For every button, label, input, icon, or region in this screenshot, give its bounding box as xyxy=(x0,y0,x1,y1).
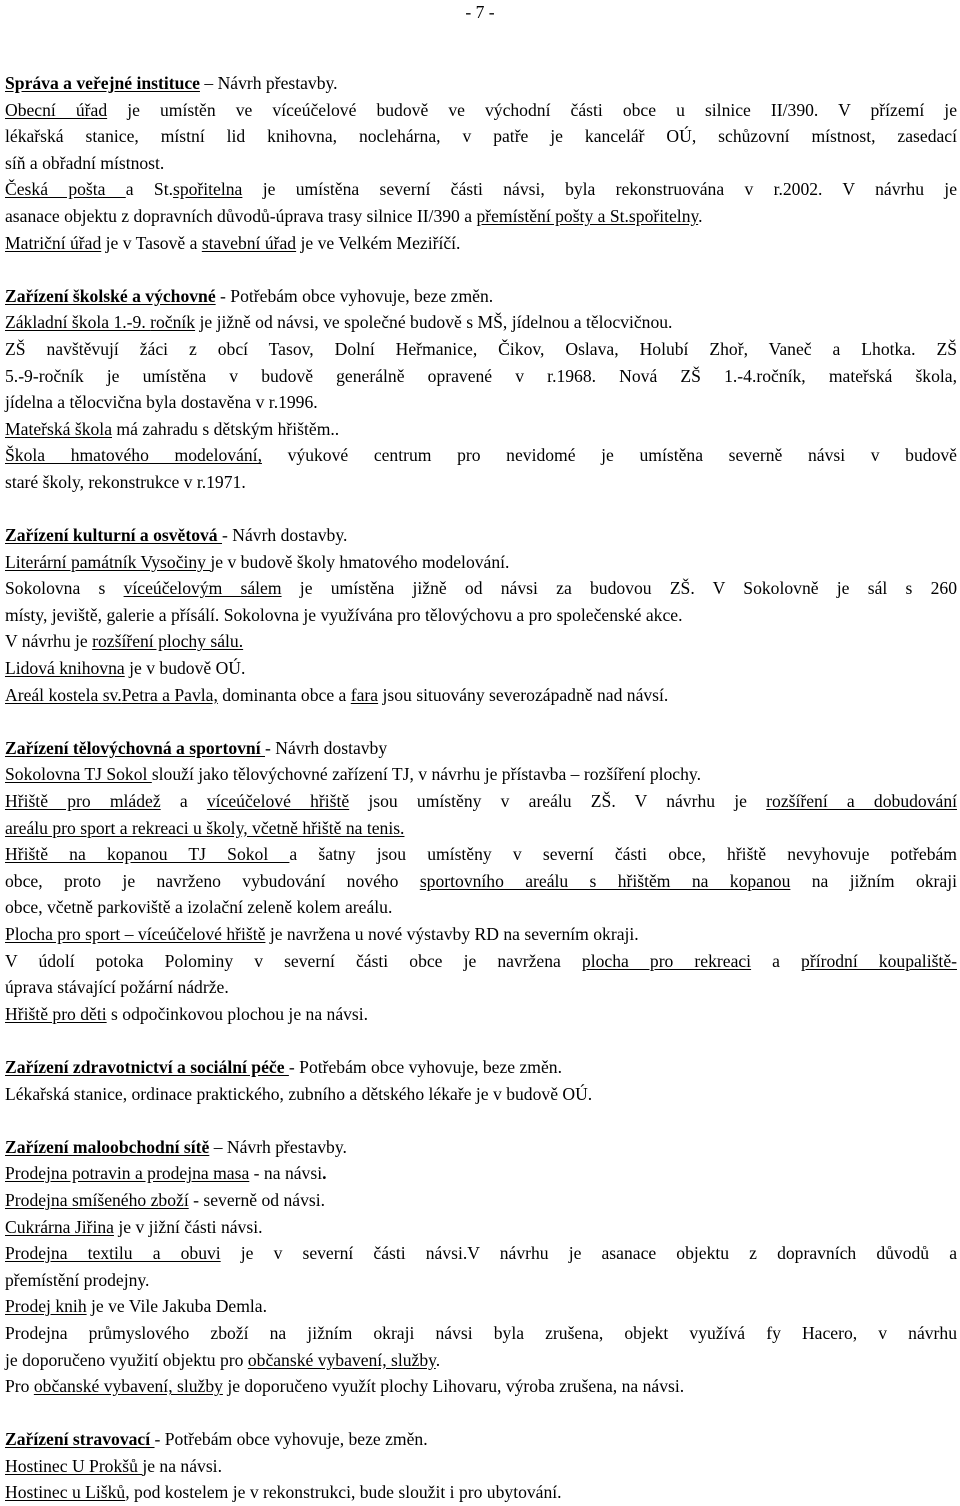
section-heading xyxy=(5,70,957,97)
underlined-term: Zařízení stravovací xyxy=(5,1429,155,1450)
text-span: síň a obřadní místnost. xyxy=(5,152,165,173)
underlined-term: Plocha pro sport – víceúčelové hřiště xyxy=(5,924,266,944)
text-span: dominanta obce a xyxy=(217,684,351,705)
text-span: - Potřebám obce vyhovuje, beze změn. xyxy=(215,285,494,306)
paragraph-gap xyxy=(5,1027,957,1054)
text-span: . xyxy=(322,1163,327,1184)
underlined-term: Zařízení maloobchodní sítě xyxy=(5,1136,210,1157)
text-span: výukové centrum pro nevidomé je umístěna severně návsi v budově xyxy=(261,445,957,466)
underlined-term: Lidová knihovna xyxy=(5,658,125,679)
underlined-term: Česká pošta xyxy=(5,179,126,200)
text-line xyxy=(5,1293,957,1320)
text-span: je umístěna severní části návsi, byla rekonstruována v r.2002. V návrhu je xyxy=(242,179,958,200)
text-span: staré školy, rekonstrukce v r.1971. xyxy=(5,471,246,492)
text-line xyxy=(5,1453,957,1480)
text-span: asanace objektu z dopravních důvodů-úprava trasy silnice II/390 a xyxy=(5,205,477,226)
text-span: – Návrh přestavby. xyxy=(199,73,338,93)
underlined-term: Zařízení tělovýchovná a sportovní xyxy=(5,737,265,758)
text-span: je v jižní části návsi. xyxy=(113,1216,263,1237)
text-line xyxy=(5,575,957,602)
text-span: je na návsi. xyxy=(142,1455,222,1476)
underlined-term: občanské vybavení, služby xyxy=(247,1349,436,1370)
text-line xyxy=(5,549,957,576)
text-span: je umístěn ve víceúčelové budově ve východní části obce u silnice II/390. V přízemí je xyxy=(107,99,958,120)
text-line xyxy=(5,628,957,655)
text-span: V údolí potoka Polominy v severní části obce je navržena xyxy=(5,950,582,971)
text-line xyxy=(5,1240,957,1267)
text-line xyxy=(5,123,957,150)
text-span: jsou umístěny v areálu ZŠ. V návrhu je xyxy=(349,791,767,812)
underlined-term: Zařízení školské a výchovné xyxy=(5,285,216,306)
paragraph-gap xyxy=(5,1107,957,1134)
text-line xyxy=(5,894,957,921)
underlined-term: plocha pro rekreaci xyxy=(581,950,752,971)
underlined-term: Zařízení kulturní a osvětová xyxy=(5,525,222,546)
text-span: a xyxy=(160,791,207,812)
text-span: obce, včetně parkoviště a izolační zeleně kolem areálu. xyxy=(5,897,393,918)
section-heading xyxy=(5,1054,957,1081)
underlined-term: fara xyxy=(350,684,379,705)
underlined-term: Základní škola 1.-9. xyxy=(5,312,151,333)
text-span: slouží jako tělovýchovné zařízení TJ, v návrhu je přístavba – rozšíření plochy. xyxy=(151,764,701,785)
section-heading xyxy=(5,283,957,310)
text-line xyxy=(5,416,957,443)
text-span: má zahradu s dětským hřištěm.. xyxy=(112,418,340,439)
underlined-term: Zařízení zdravotnictví a sociální péče xyxy=(5,1056,289,1077)
text-line xyxy=(5,176,957,203)
section-heading xyxy=(5,522,957,549)
text-span: je v budově OÚ. xyxy=(124,658,246,679)
text-span: je umístěna jižně od návsi za budovou ZŠ. V Sokolovně je sál s 260 xyxy=(281,578,957,599)
text-line xyxy=(5,1347,957,1374)
text-span: s odpočinkovou plochou je na návsi. xyxy=(106,1003,369,1024)
text-span: je v severní části návsi.V návrhu je asanace objektu z dopravních důvodů a xyxy=(220,1243,958,1264)
underlined-term: Cukrárna Jiřina xyxy=(5,1216,114,1237)
text-line xyxy=(5,841,957,868)
text-span: je v Tasově a xyxy=(101,232,202,253)
text-span: a St. xyxy=(125,179,173,200)
underlined-term: Petra a Pavla, xyxy=(121,684,218,705)
text-line xyxy=(5,1160,957,1187)
text-span: - Potřebám obce vyhovuje, beze změn. xyxy=(288,1056,562,1077)
text-span: Prodejna průmyslového zboží na jižním okraji návsi byla zrušena, objekt využívá fy Hacero, v návrhu xyxy=(5,1322,957,1343)
text-line xyxy=(5,389,957,416)
document-body xyxy=(5,70,957,1506)
underlined-term: Škola hmatového modelování, xyxy=(5,445,262,466)
text-span: . xyxy=(435,1349,441,1370)
paragraph-gap xyxy=(5,496,957,523)
text-span: Sokolovna s xyxy=(5,578,124,599)
text-line xyxy=(5,921,957,948)
text-span: 5.-9-ročník je umístěna v budově generálně opravené v r.1968. Nová ZŠ 1.-4.ročník, mateřská škola, xyxy=(5,365,957,386)
text-span: je doporučeno využití objektu pro xyxy=(5,1349,248,1370)
text-span: na jižním okraji xyxy=(790,870,957,891)
underlined-term: Hostinec u Lišků xyxy=(5,1482,126,1503)
text-span: - Návrh dostavby xyxy=(265,737,388,758)
text-span: jídelna a tělocvična byla dostavěna v r.1996. xyxy=(5,392,318,413)
text-span: je ve Velkém Meziříčí. xyxy=(296,232,461,253)
text-line xyxy=(5,815,957,842)
text-line xyxy=(5,1267,957,1294)
text-line xyxy=(5,230,957,257)
text-line xyxy=(5,682,957,709)
text-line xyxy=(5,1081,957,1108)
text-span: V návrhu je xyxy=(5,631,93,652)
text-span: jsou situovány severozápadně nad návsí. xyxy=(378,684,669,705)
text-span: je v budově školy hmatového modelování. xyxy=(210,551,510,572)
text-span: - na návsi xyxy=(249,1163,323,1184)
text-span: lékařská stanice, místní lid knihovna, noclehárna, v patře je kancelář OÚ, schůzovní místnost, zasedací xyxy=(5,126,957,147)
underlined-term: rozšíření plochy sálu. xyxy=(92,631,244,652)
text-span: a xyxy=(751,950,802,971)
paragraph-gap xyxy=(5,708,957,735)
underlined-term: ročník xyxy=(150,312,196,333)
text-span: úprava stávající požární nádrže. xyxy=(5,977,229,998)
text-span: - severně od návsi. xyxy=(188,1189,326,1210)
text-span: obce, proto je navrženo vybudování nového xyxy=(5,870,420,891)
paragraph-gap xyxy=(5,1400,957,1427)
text-line xyxy=(5,974,957,1001)
page-number: - 7 - xyxy=(465,2,495,22)
underlined-term: víceúčelové hřiště xyxy=(206,791,350,812)
text-line xyxy=(5,363,957,390)
underlined-term: spořitelna xyxy=(172,179,243,200)
text-line xyxy=(5,948,957,975)
paragraph-gap xyxy=(5,256,957,283)
text-span: Pro xyxy=(5,1376,34,1397)
text-span: a šatny jsou umístěny v severní části obce, hřiště nevyhovuje potřebám xyxy=(289,844,957,865)
underlined-term: sportovního areálu s hřištěm na kopanou xyxy=(419,870,791,891)
text-span: - Potřebám obce vyhovuje, beze změn. xyxy=(154,1429,428,1450)
underlined-term: Hřiště na kopanou TJ Sokol xyxy=(5,844,290,865)
underlined-term: Literární památník Vysočiny xyxy=(5,551,211,572)
text-span: Lékařská stanice, ordinace praktického, zubního a dětského lékaře je v budově OÚ. xyxy=(5,1083,593,1104)
section-heading xyxy=(5,735,957,762)
text-span: místy, jeviště, galerie a přísálí. Sokolovna je využívána pro tělovýchovu a pro společenské akce. xyxy=(5,604,683,625)
text-line xyxy=(5,150,957,177)
text-line xyxy=(5,761,957,788)
text-line xyxy=(5,868,957,895)
underlined-term: Mateřská škola xyxy=(5,418,112,439)
text-line xyxy=(5,469,957,496)
text-span: je ve Vile Jakuba Demla. xyxy=(86,1296,267,1317)
text-line xyxy=(5,1479,957,1506)
underlined-term: Správa a veřejné instituce xyxy=(5,73,200,93)
text-span: je navržena u nové výstavby RD na severním okraji. xyxy=(265,924,639,944)
text-line xyxy=(5,1373,957,1400)
text-span: – Návrh přestavby. xyxy=(209,1136,347,1157)
text-span: ZŠ navštěvují žáci z obcí Tasov, Dolní Heřmanice, Čikov, Oslava, Holubí Zhoř, Vaneč a Lhotka. ZŠ xyxy=(5,338,957,359)
text-line xyxy=(5,655,957,682)
text-line xyxy=(5,309,957,336)
text-line xyxy=(5,1320,957,1347)
text-line xyxy=(5,442,957,469)
section-heading xyxy=(5,1134,957,1161)
text-span: je jižně od návsi, ve společné budově s MŠ, jídelnou a tělocvičnou. xyxy=(195,312,673,333)
underlined-term: rozšíření a dobudování xyxy=(766,791,958,812)
text-span: . xyxy=(698,205,703,226)
text-span: - Návrh dostavby. xyxy=(222,525,348,546)
text-span: je doporučeno využít plochy Lihovaru, výroba zrušena, na návsi. xyxy=(222,1376,685,1397)
underlined-term: areálu pro sport a rekreaci u školy, včetně hřiště na tenis. xyxy=(5,817,405,838)
underlined-term: Prodejna textilu a obuvi xyxy=(5,1243,221,1264)
text-span: přemístění prodejny. xyxy=(5,1269,150,1290)
text-line xyxy=(5,203,957,230)
underlined-term: stavební úřad xyxy=(201,232,297,253)
underlined-term: Hřiště pro mládež xyxy=(5,791,161,812)
underlined-term: Matriční úřad xyxy=(5,232,102,253)
text-span: , pod kostelem je v rekonstrukci, bude sloužit i pro ubytování. xyxy=(125,1482,562,1503)
text-line xyxy=(5,602,957,629)
underlined-term: víceúčelovým sálem xyxy=(123,578,282,599)
underlined-term: Prodej knih xyxy=(5,1296,87,1317)
underlined-term: Obecní úřad xyxy=(5,99,108,120)
section-heading xyxy=(5,1426,957,1453)
underlined-term: Areál kostela sv. xyxy=(5,684,122,705)
text-line xyxy=(5,1214,957,1241)
underlined-term: přemístění pošty a St.spořitelny xyxy=(476,205,699,226)
underlined-term: občanské vybavení, služby xyxy=(33,1376,223,1397)
text-line xyxy=(5,336,957,363)
text-line xyxy=(5,1001,957,1028)
underlined-term: Sokolovna TJ Sokol xyxy=(5,764,152,785)
underlined-term: Hostinec U Prokšů xyxy=(5,1455,143,1476)
underlined-term: Hřiště pro děti xyxy=(5,1003,107,1024)
underlined-term: Prodejna smíšeného zboží xyxy=(5,1189,189,1210)
text-line xyxy=(5,788,957,815)
text-line xyxy=(5,97,957,124)
underlined-term: Prodejna potravin a prodejna masa xyxy=(5,1163,250,1184)
underlined-term: přírodní koupaliště- xyxy=(801,950,957,971)
text-line xyxy=(5,1187,957,1214)
